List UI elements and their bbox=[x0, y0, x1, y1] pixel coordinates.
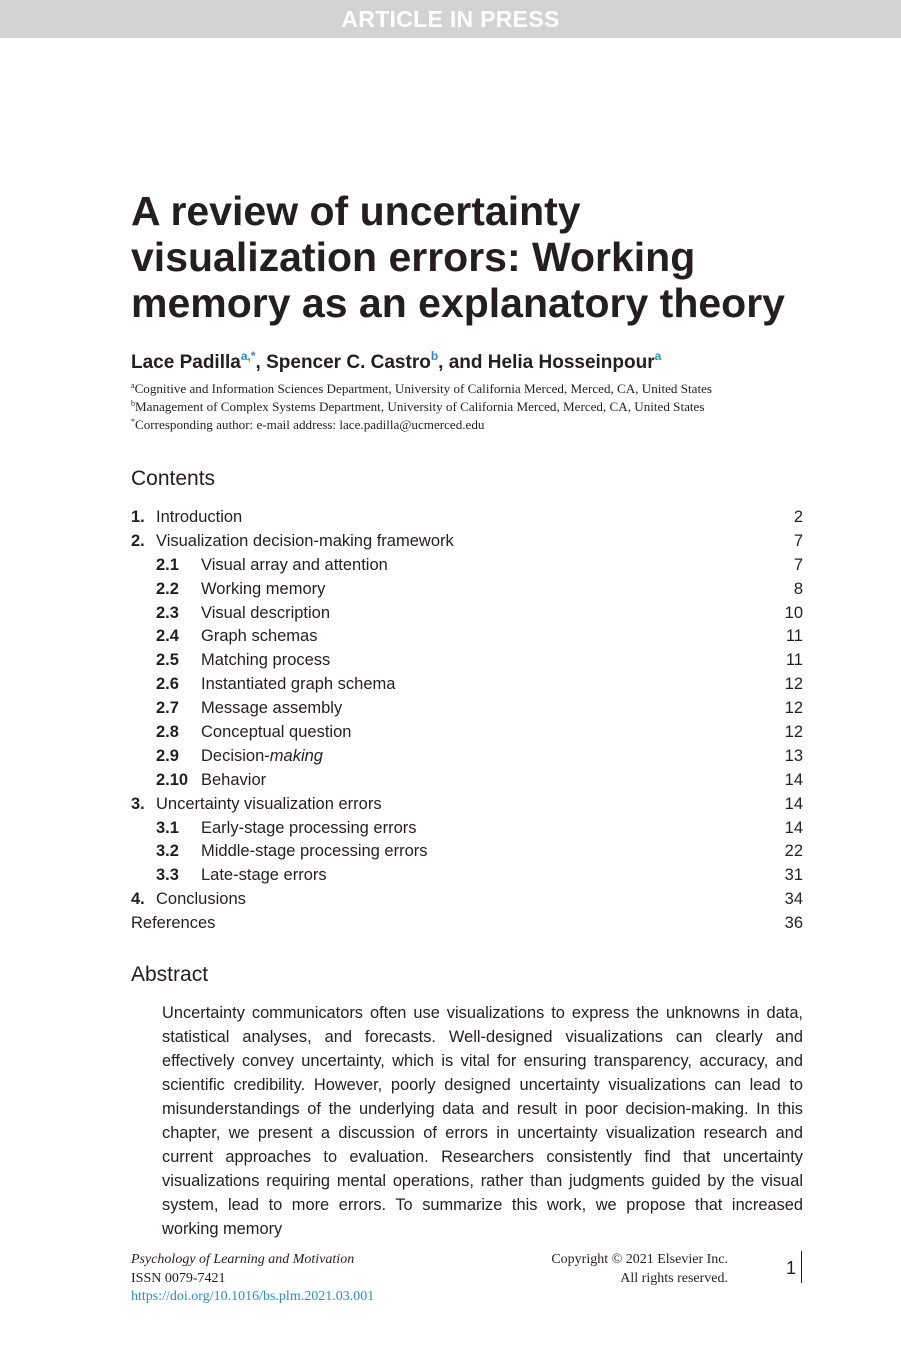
footer-publication-info bbox=[131, 1251, 451, 1307]
toc-entry-page: 36 bbox=[784, 914, 803, 933]
toc-entry-label bbox=[156, 530, 454, 554]
corresponding-author bbox=[131, 413, 803, 433]
toc-entry-number: 2.7 bbox=[156, 699, 179, 718]
abstract-text: Uncertainty communicators often use visualizations to express the unknowns in data, statistical analyses, and forecasts. Well-designed visualizations can clearly and effectively convey uncertainty, which is vital for ensuring transparency, accuracy, and scientific credibility. However, poorly designed uncertainty visualizations can lead to misunderstandings of the underlying data and result in poor decision-making. In this chapter, we present a discussion of errors in uncertainty visualization research and current approaches to evaluation. Researchers consistently find that uncertainty visualizations requiring mental operations, rather than judgments guided by the visual system, lead to more errors. To summarize this work, we propose that increased working memory bbox=[162, 1004, 803, 1238]
author-affiliation-mark[interactable]: a bbox=[654, 349, 662, 363]
abstract-heading: Abstract bbox=[131, 963, 209, 986]
journal-name: Psychology of Learning and Motivation bbox=[131, 1252, 355, 1267]
doi-link[interactable]: https://doi.org/10.1016/bs.plm.2021.03.001 bbox=[131, 1289, 375, 1304]
page-number: 1 bbox=[785, 1258, 796, 1278]
author-affiliation-mark[interactable]: b bbox=[430, 349, 439, 363]
toc-entry-label-text: Visual description bbox=[201, 603, 331, 622]
article-in-press-banner: ARTICLE IN PRESS bbox=[0, 0, 901, 38]
rights-line: All rights reserved. bbox=[620, 1270, 728, 1286]
toc-entry-label bbox=[201, 817, 417, 841]
affiliation-mark: a bbox=[131, 381, 135, 390]
toc-entry-label bbox=[131, 912, 215, 936]
affiliation-mark: b bbox=[131, 399, 135, 408]
toc-entry-number: 4. bbox=[131, 890, 145, 909]
toc-entry-label-text: Behavior bbox=[201, 770, 267, 789]
toc-entry-page: 34 bbox=[784, 890, 803, 909]
affiliation bbox=[131, 395, 803, 415]
toc-entry-number: 3.3 bbox=[156, 866, 179, 885]
page-number-rule bbox=[801, 1251, 802, 1283]
toc-entry-number: 2.1 bbox=[156, 555, 179, 574]
toc-entry[interactable] bbox=[131, 625, 803, 649]
toc-entry[interactable] bbox=[131, 769, 803, 793]
toc-entry-label-text: Instantiated graph schema bbox=[201, 675, 396, 694]
toc-entry-label bbox=[201, 769, 266, 793]
toc-entry[interactable] bbox=[131, 602, 803, 626]
author-separator: , and bbox=[438, 352, 488, 373]
toc-entry-label bbox=[201, 864, 327, 888]
author-list bbox=[131, 349, 661, 374]
toc-entry-label-text: Conceptual question bbox=[201, 723, 352, 742]
affiliation-mark: * bbox=[131, 417, 135, 426]
toc-entry-label-text: Introduction bbox=[156, 508, 243, 526]
toc-entry-number: 2.6 bbox=[156, 675, 179, 694]
article-title bbox=[131, 188, 831, 326]
author-affiliation-mark[interactable]: a,* bbox=[240, 349, 256, 363]
affiliation-text: Corresponding author: e-mail address: lace.padilla@ucmerced.edu bbox=[135, 417, 485, 432]
toc-entry-page: 7 bbox=[793, 555, 803, 574]
toc-entry-label-text: Visual array and attention bbox=[201, 555, 388, 574]
toc-entry-label-italic: making bbox=[269, 746, 323, 765]
author-name: Helia Hosseinpour bbox=[487, 352, 655, 373]
toc-entry-page: 12 bbox=[784, 723, 803, 742]
toc-entry-label-text: Uncertainty visualization errors bbox=[156, 794, 382, 813]
toc-entry-label bbox=[201, 673, 395, 697]
toc-entry[interactable] bbox=[131, 506, 803, 530]
toc-entry-label-text: Visualization decision-making framework bbox=[156, 531, 454, 550]
toc-entry[interactable] bbox=[131, 721, 803, 745]
toc-entry-label bbox=[201, 578, 325, 602]
toc-entry-label-text: Middle-stage processing errors bbox=[201, 842, 428, 861]
toc-entry[interactable] bbox=[131, 745, 803, 769]
title-line: visualization errors: Working bbox=[131, 234, 696, 280]
toc-entry-label bbox=[201, 721, 351, 745]
toc-entry-number: 2.3 bbox=[156, 603, 179, 622]
toc-entry-page: 7 bbox=[793, 531, 803, 550]
toc-entry[interactable] bbox=[131, 530, 803, 554]
toc-entry-page: 12 bbox=[784, 675, 803, 694]
toc-entry-label bbox=[156, 888, 246, 912]
toc-entry-number: 2.2 bbox=[156, 579, 179, 598]
toc-entry[interactable] bbox=[131, 578, 803, 602]
toc-entry-page: 13 bbox=[784, 746, 803, 765]
author-separator: , bbox=[255, 352, 267, 373]
toc-entry-page: 2 bbox=[793, 508, 803, 526]
toc-entry-label bbox=[201, 697, 342, 721]
toc-entry-label-text: Early-stage processing errors bbox=[201, 818, 417, 837]
toc-entry[interactable] bbox=[131, 673, 803, 697]
toc-entry-number: 1. bbox=[131, 508, 145, 526]
table-of-contents bbox=[131, 506, 803, 936]
toc-entry-label-text: References bbox=[131, 914, 216, 933]
toc-entry-number: 2.4 bbox=[156, 627, 179, 646]
toc-entry-number: 2.5 bbox=[156, 651, 179, 670]
affiliation-text: Cognitive and Information Sciences Department, University of California Merced, Merced, CA, United States bbox=[134, 381, 712, 396]
toc-entry-page: 8 bbox=[793, 579, 803, 598]
toc-entry-page: 11 bbox=[785, 627, 803, 646]
toc-entry-label-text: Matching process bbox=[201, 651, 331, 670]
toc-entry-label bbox=[201, 602, 330, 626]
title-line: memory as an explanatory theory bbox=[131, 280, 785, 326]
toc-entry-number: 2.8 bbox=[156, 723, 179, 742]
toc-entry[interactable] bbox=[131, 697, 803, 721]
toc-entry-label bbox=[201, 554, 388, 578]
toc-entry-number: 3.2 bbox=[156, 842, 179, 861]
toc-entry-label bbox=[201, 625, 317, 649]
toc-entry[interactable] bbox=[131, 554, 803, 578]
contents-heading: Contents bbox=[131, 467, 216, 490]
affiliation bbox=[131, 377, 803, 397]
toc-entry-label bbox=[201, 745, 323, 769]
toc-entry-number: 2.10 bbox=[156, 770, 189, 789]
toc-entry-number: 3.1 bbox=[156, 818, 179, 837]
toc-entry-label bbox=[201, 649, 330, 673]
toc-entry-label bbox=[156, 506, 242, 530]
author-name: Spencer C. Castro bbox=[266, 352, 431, 373]
toc-entry-page: 12 bbox=[784, 699, 803, 718]
toc-entry-page: 31 bbox=[784, 866, 803, 885]
toc-entry-page: 14 bbox=[784, 794, 803, 813]
toc-entry[interactable] bbox=[131, 649, 803, 673]
toc-entry-label-text: Graph schemas bbox=[201, 627, 318, 646]
toc-entry[interactable] bbox=[131, 912, 803, 936]
issn: ISSN 0079-7421 bbox=[131, 1270, 226, 1286]
toc-entry-number: 2. bbox=[131, 531, 145, 550]
toc-entry-label-text: Conclusions bbox=[156, 890, 246, 909]
toc-entry[interactable] bbox=[131, 793, 803, 817]
toc-entry-number: 3. bbox=[131, 794, 145, 813]
toc-entry-page: 11 bbox=[785, 651, 803, 670]
toc-entry-number: 2.9 bbox=[156, 746, 179, 765]
toc-entry-label-text: Working memory bbox=[201, 579, 326, 598]
toc-entry[interactable] bbox=[131, 888, 803, 912]
toc-entry-page: 14 bbox=[784, 818, 803, 837]
toc-entry-label-text: Decision- bbox=[201, 746, 270, 765]
toc-entry-label-text: Late-stage errors bbox=[201, 866, 327, 885]
copyright-line: Copyright © 2021 Elsevier Inc. bbox=[551, 1252, 728, 1267]
toc-entry-page: 22 bbox=[784, 842, 803, 861]
toc-entry-page: 10 bbox=[784, 603, 803, 622]
affiliation-text: Management of Complex Systems Department, University of California Merced, Merced, CA, United States bbox=[135, 399, 705, 414]
author-name: Lace Padilla bbox=[131, 352, 241, 373]
toc-entry-label bbox=[156, 793, 382, 817]
footer-copyright bbox=[480, 1251, 728, 1288]
toc-entry[interactable] bbox=[131, 864, 803, 888]
title-line: A review of uncertainty bbox=[131, 188, 581, 234]
toc-entry-label-text: Message assembly bbox=[201, 699, 343, 718]
toc-entry-page: 14 bbox=[784, 770, 803, 789]
toc-entry-label bbox=[201, 840, 428, 864]
toc-entry[interactable] bbox=[131, 840, 803, 864]
toc-entry[interactable] bbox=[131, 817, 803, 841]
